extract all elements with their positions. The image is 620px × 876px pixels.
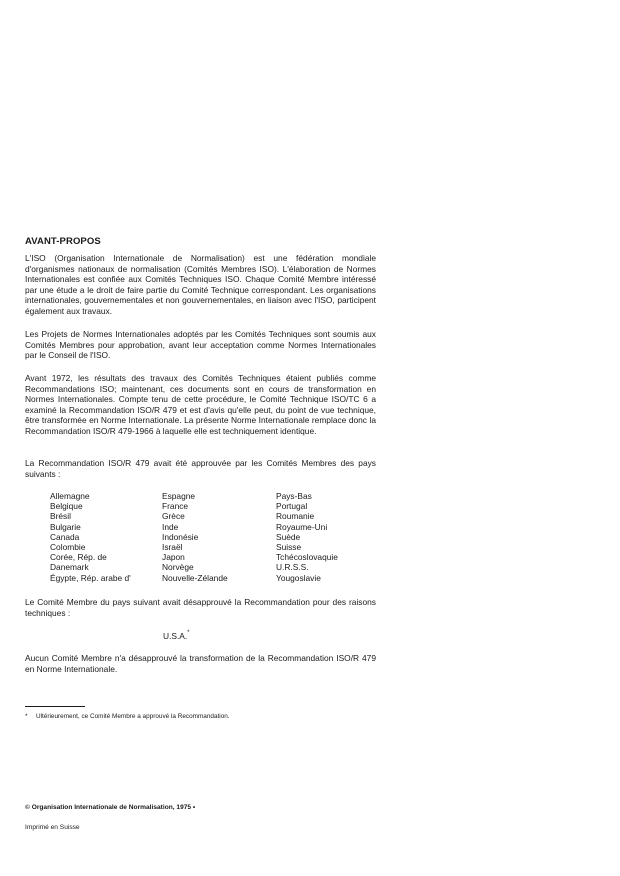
copyright-notice: © Organisation Internationale de Normalisation, 1975 • (25, 804, 196, 811)
footnote-marker: * (187, 630, 190, 637)
country-item: Belgique (50, 501, 83, 512)
country-item: Colombie (50, 542, 86, 553)
country-item: Roumanie (276, 511, 315, 522)
country-item: Suisse (276, 542, 302, 553)
country-item: Canada (50, 531, 80, 542)
disapproving-country-name: U.S.A. (163, 631, 188, 641)
footnote-divider (25, 706, 85, 707)
country-item: Pays-Bas (276, 491, 312, 501)
country-item: Yougoslavie (276, 572, 321, 583)
country-column-1 (50, 491, 170, 583)
country-column-2 (162, 491, 282, 583)
printed-in: Imprimé en Suisse (25, 824, 80, 831)
footnote-text: Ultérieurement, ce Comité Membre a approuvé la Recommandation. (36, 713, 230, 720)
country-item: Israël (162, 542, 183, 553)
footnote-star: * (25, 713, 28, 720)
paragraph-draft-standards: Les Projets de Normes Internationales adoptés par les Comités Techniques sont soumis aux Comités Membres pour approbation, avant leur acceptation comme Normes Internationales par le Conseil de l'ISO. (25, 329, 376, 361)
country-item: Royaume-Uni (276, 521, 328, 532)
paragraph-approval: La Recommandation ISO/R 479 avait été approuvée par les Comités Membres des pays suivants : (25, 458, 376, 479)
footnote (25, 713, 230, 720)
country-item: Tchécoslovaquie (276, 552, 338, 563)
country-item: Norvège (162, 562, 194, 573)
paragraph-history: Avant 1972, les résultats des travaux des Comités Techniques étaient publiés comme Recommandations ISO; maintenant, ces documents sont en cours de transformation en Normes Internationales. Compte tenu de cette procédure, le Comité Technique ISO/TC 6 a examiné la Recommandation ISO/R 479 et est d'avis qu'elle peut, du point de vue technique, être transformée en Norme Internationale. La présente Norme Internationale remplace donc la Recommandation ISO/R 479-1966 à laquelle elle est techniquement identique. (25, 373, 376, 436)
country-item: Égypte, Rép. arabe d' (50, 572, 131, 583)
paragraph-iso-intro: L'ISO (Organisation Internationale de Normalisation) est une fédération mondiale d'organismes nationaux de normalisation (Comités Membres ISO). L'élaboration de Normes Internationales est confiée aux Comités Techniques ISO. Chaque Comité Membre intéressé par une étude a le droit de faire partie du Comité Technique correspondant. Les organisations internationales, gouvernementales et non gouvernementales, en liaison avec l'ISO, participent également aux travaux. (25, 253, 376, 316)
country-item: Grèce (162, 511, 185, 522)
country-item: Portugal (276, 501, 308, 512)
country-column-3 (276, 491, 396, 583)
country-item: Danemark (50, 562, 89, 573)
disapproving-country (163, 631, 190, 641)
country-item: Japon (162, 552, 185, 563)
country-item: Brésil (50, 511, 71, 522)
page-title: AVANT-PROPOS (25, 236, 101, 247)
paragraph-conclusion: Aucun Comité Membre n'a désapprouvé la transformation de la Recommandation ISO/R 479 en Norme Internationale. (25, 653, 376, 674)
country-item: U.R.S.S. (276, 562, 309, 573)
country-item: France (162, 501, 189, 512)
country-item: Bulgarie (50, 521, 81, 532)
country-item: Corée, Rép. de (50, 552, 107, 563)
country-item: Indonésie (162, 531, 199, 542)
country-item: Espagne (162, 491, 196, 501)
country-item: Inde (162, 521, 179, 532)
country-item: Suède (276, 531, 301, 542)
country-item: Allemagne (50, 491, 90, 501)
paragraph-disapproval: Le Comité Membre du pays suivant avait désapprouvé la Recommandation pour des raisons techniques : (25, 597, 376, 618)
country-item: Nouvelle-Zélande (162, 572, 228, 583)
